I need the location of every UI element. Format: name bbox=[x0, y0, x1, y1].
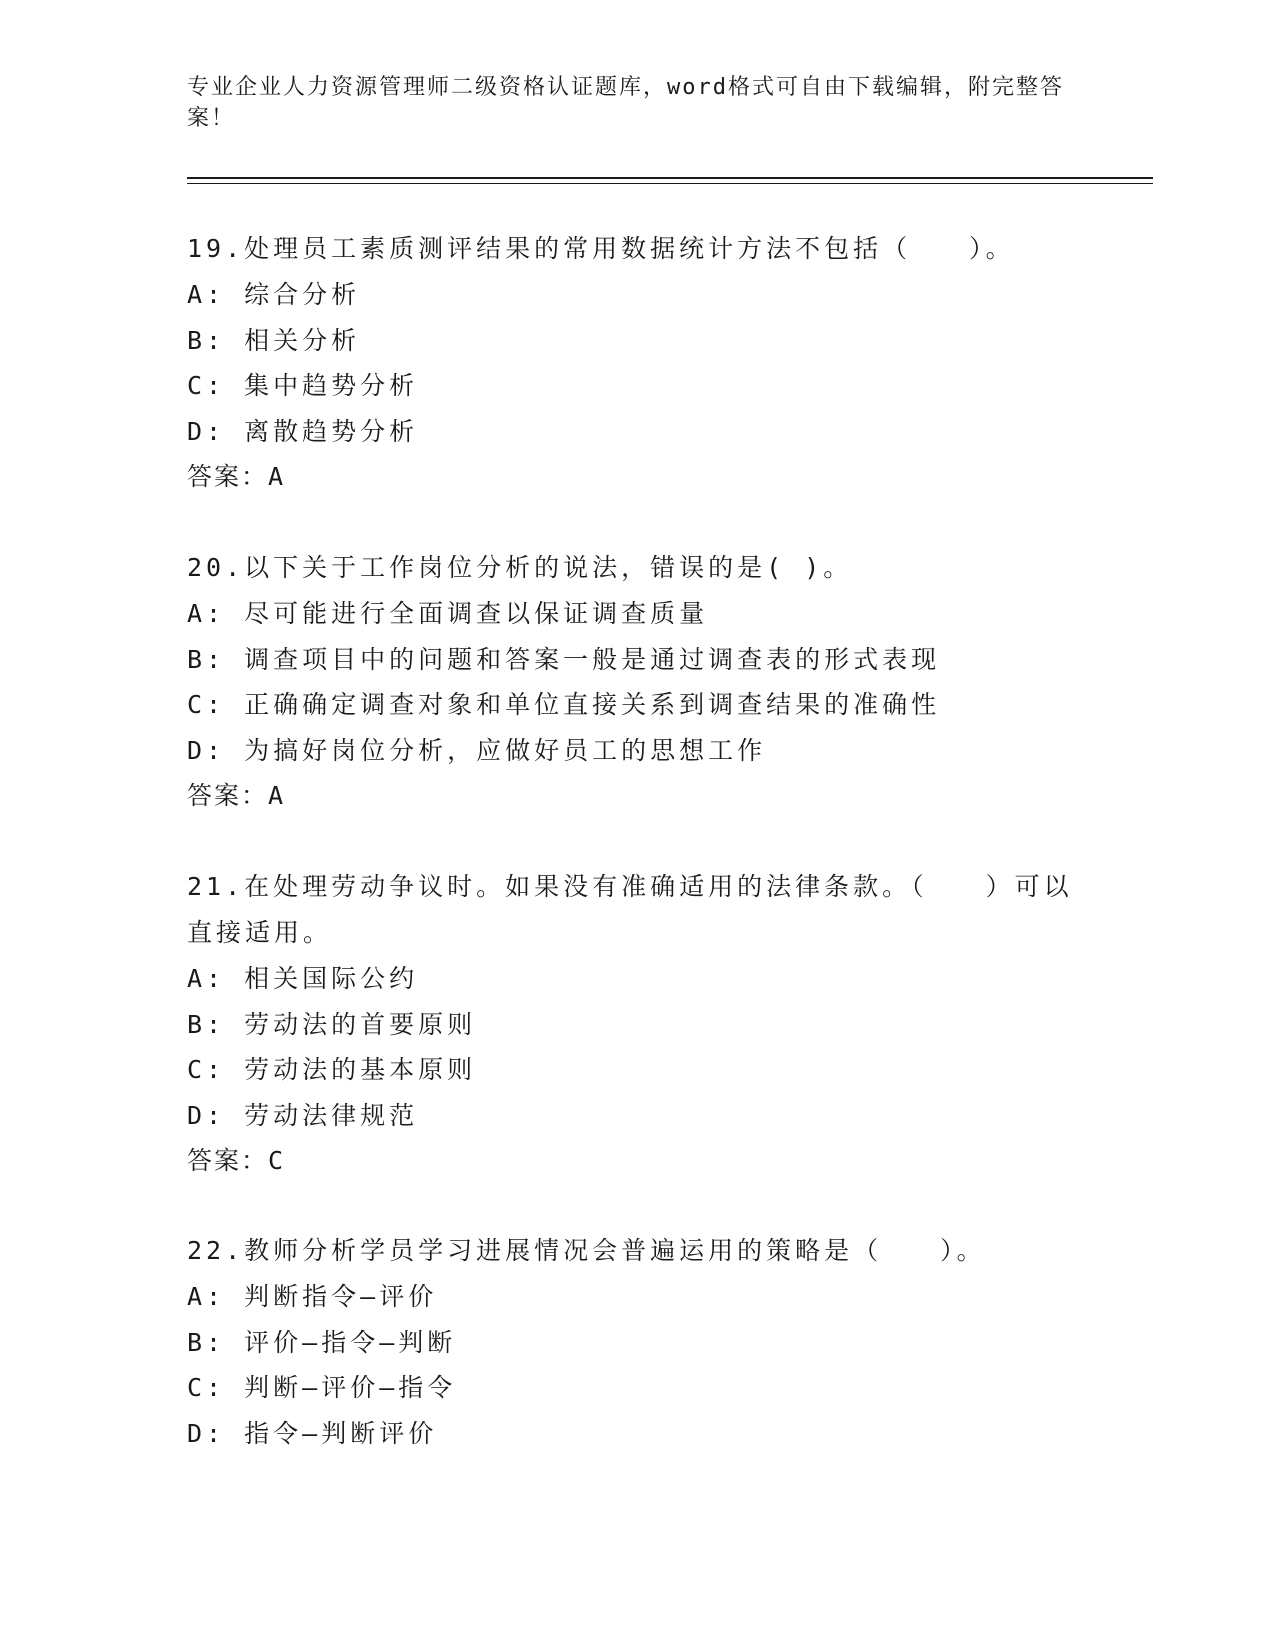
header-divider-thin bbox=[187, 183, 1153, 184]
question-title: 20.以下关于工作岗位分析的说法，错误的是( )。 bbox=[187, 553, 853, 582]
option-d: D: 劳动法律规范 bbox=[187, 1100, 419, 1130]
question-title: 21.在处理劳动争议时。如果没有准确适用的法律条款。（ ）可以直接适用。 bbox=[187, 872, 1073, 947]
answer-line bbox=[187, 454, 1087, 499]
option-c: C: 判断—评价—指令 bbox=[187, 1373, 457, 1402]
header-divider bbox=[187, 177, 1153, 179]
option-a: A: 相关国际公约 bbox=[187, 964, 419, 993]
document-header-text: 专业企业人力资源管理师二级资格认证题库，word格式可自由下载编辑，附完整答案！ bbox=[187, 75, 1064, 131]
question-title: 19.处理员工素质测评结果的常用数据统计方法不包括（ ）。 bbox=[187, 234, 1015, 263]
question-title: 22.教师分析学员学习进展情况会普遍运用的策略是（ ）。 bbox=[187, 1236, 986, 1265]
option-a: A: 尽可能进行全面调查以保证调查质量 bbox=[187, 599, 709, 628]
question-22 bbox=[187, 1228, 1087, 1456]
question-20 bbox=[187, 545, 1087, 818]
answer-line bbox=[187, 773, 1087, 818]
option-b: B: 评价—指令—判断 bbox=[187, 1327, 457, 1357]
question-21 bbox=[187, 864, 1087, 1183]
answer-label: 答案： bbox=[187, 781, 269, 810]
answer-value: C bbox=[268, 1146, 286, 1175]
answer-line bbox=[187, 1138, 1087, 1183]
answer-label: 答案： bbox=[187, 1146, 269, 1175]
option-d: D: 离散趋势分析 bbox=[187, 416, 419, 446]
option-a: A: 判断指令—评价 bbox=[187, 1282, 438, 1311]
answer-value: A bbox=[268, 781, 286, 810]
option-c: C: 正确确定调查对象和单位直接关系到调查结果的准确性 bbox=[187, 690, 941, 719]
answer-value: A bbox=[268, 462, 286, 491]
option-b: B: 劳动法的首要原则 bbox=[187, 1009, 477, 1039]
option-a: A: 综合分析 bbox=[187, 280, 361, 309]
option-b: B: 调查项目中的问题和答案一般是通过调查表的形式表现 bbox=[187, 644, 941, 674]
question-19 bbox=[187, 226, 1087, 499]
answer-label: 答案： bbox=[187, 462, 269, 491]
option-d: D: 指令—判断评价 bbox=[187, 1418, 438, 1448]
option-c: C: 集中趋势分析 bbox=[187, 371, 419, 400]
option-b: B: 相关分析 bbox=[187, 325, 361, 355]
option-c: C: 劳动法的基本原则 bbox=[187, 1055, 477, 1084]
option-d: D: 为搞好岗位分析，应做好员工的思想工作 bbox=[187, 735, 767, 765]
